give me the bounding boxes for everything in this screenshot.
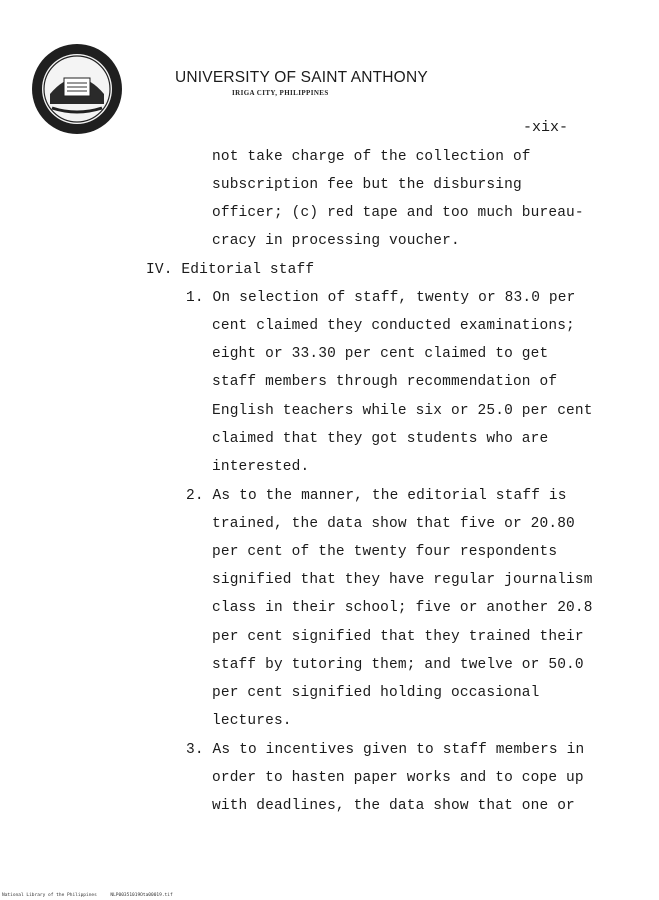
list-item: 1. On selection of staff, twenty or 83.0 per <box>186 290 576 306</box>
body-line: interested. <box>212 459 310 475</box>
body-line: claimed that they got students who are <box>212 431 549 447</box>
body-line: signified that they have regular journalism <box>212 572 593 588</box>
body-line: with deadlines, the data show that one or <box>212 798 575 814</box>
university-city: IRIGA CITY, PHILIPPINES <box>232 89 329 97</box>
page-number: -xix- <box>523 119 569 136</box>
body-line: cent claimed they conducted examinations; <box>212 318 575 334</box>
body-line: subscription fee but the disbursing <box>212 177 522 193</box>
body-line: per cent signified that they trained their <box>212 629 584 645</box>
body-line: not take charge of the collection of <box>212 149 531 165</box>
list-item: 2. As to the manner, the editorial staff is <box>186 488 567 504</box>
body-line: staff by tutoring them; and twelve or 50.0 <box>212 657 584 673</box>
body-line: staff members through recommendation of <box>212 374 558 390</box>
body-line: order to hasten paper works and to cope up <box>212 770 584 786</box>
body-line: English teachers while six or 25.0 per cent <box>212 403 593 419</box>
body-line: class in their school; five or another 20.8 <box>212 600 593 616</box>
body-line: cracy in processing voucher. <box>212 233 460 249</box>
body-line: eight or 33.30 per cent claimed to get <box>212 346 549 362</box>
list-item: 3. As to incentives given to staff members in <box>186 742 585 758</box>
body-line: trained, the data show that five or 20.80 <box>212 516 575 532</box>
body-line: lectures. <box>212 713 292 729</box>
body-line: officer; (c) red tape and too much bureau- <box>212 205 584 221</box>
university-seal-logo <box>30 42 124 136</box>
university-name: UNIVERSITY OF SAINT ANTHONY <box>175 69 428 86</box>
section-heading: IV. Editorial staff <box>146 262 315 278</box>
archive-footer: National Library of the Philippines NLP00351019Ota00019.tif <box>2 893 173 898</box>
body-line: per cent signified holding occasional <box>212 685 540 701</box>
body-line: per cent of the twenty four respondents <box>212 544 558 560</box>
